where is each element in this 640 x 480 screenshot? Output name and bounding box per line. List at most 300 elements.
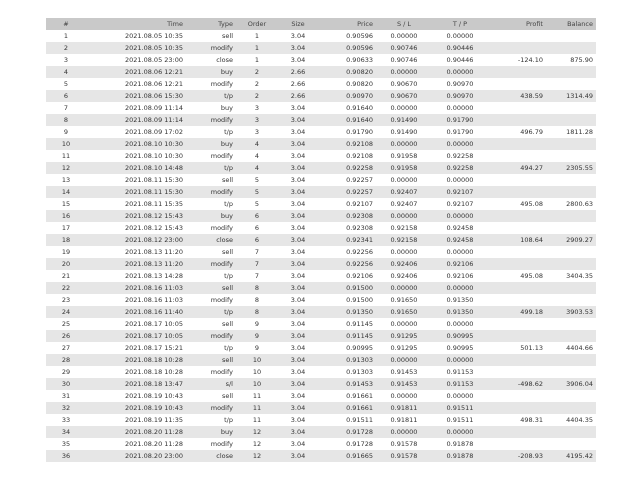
tp-cell: 0.91153 <box>446 380 474 388</box>
sl-cell: 0.00000 <box>390 392 418 400</box>
price-cell: 0.92308 <box>346 224 373 232</box>
sl-cell: 0.91958 <box>390 152 418 160</box>
balance-cell <box>546 210 596 222</box>
type-cell: buy <box>220 104 233 112</box>
time-cell: 2021.08.16 11:40 <box>124 308 183 316</box>
table-row[interactable] <box>46 318 596 330</box>
size-cell: 3.04 <box>290 116 306 124</box>
row-number: 18 <box>61 236 71 244</box>
tp-cell: 0.92106 <box>446 272 474 280</box>
table-row[interactable] <box>46 102 596 114</box>
table-row[interactable] <box>46 114 596 126</box>
sl-cell: 0.92158 <box>390 236 418 244</box>
type-cell: t/p <box>224 92 233 100</box>
time-cell: 2021.08.05 10:35 <box>124 32 183 40</box>
type-cell: modify <box>210 332 233 340</box>
size-cell: 3.04 <box>290 272 306 280</box>
row-number: 34 <box>61 428 71 436</box>
time-cell: 2021.08.13 14:28 <box>124 272 183 280</box>
type-cell: sell <box>222 356 233 364</box>
sl-cell: 0.00000 <box>390 68 418 76</box>
type-cell: modify <box>210 440 233 448</box>
tp-cell: 0.91511 <box>446 416 474 424</box>
size-cell: 3.04 <box>290 380 306 388</box>
profit-cell: 496.79 <box>520 128 543 136</box>
tp-cell: 0.90995 <box>446 332 474 340</box>
tp-cell: 0.92107 <box>446 188 474 196</box>
profit-cell <box>488 78 546 90</box>
balance-cell: 875.90 <box>570 56 593 64</box>
table-row[interactable] <box>46 54 596 66</box>
profit-cell <box>488 114 546 126</box>
tp-cell: 0.00000 <box>446 320 474 328</box>
sl-cell: 0.91811 <box>390 404 418 412</box>
balance-cell <box>546 330 596 342</box>
profit-cell <box>488 186 546 198</box>
size-cell: 3.04 <box>290 176 306 184</box>
order-cell: 12 <box>252 428 262 436</box>
size-cell: 3.04 <box>290 56 306 64</box>
price-cell: 0.91500 <box>346 284 373 292</box>
size-cell: 3.04 <box>290 296 306 304</box>
sl-cell: 0.91811 <box>390 416 418 424</box>
table-row[interactable] <box>46 150 596 162</box>
balance-cell <box>546 366 596 378</box>
type-cell: modify <box>210 188 233 196</box>
col-header-time[interactable]: Time <box>167 20 183 28</box>
time-cell: 2021.08.10 14:48 <box>124 164 183 172</box>
price-cell: 0.91661 <box>346 404 373 412</box>
sl-cell: 0.92406 <box>390 260 418 268</box>
balance-cell <box>546 66 596 78</box>
size-cell: 3.04 <box>290 212 306 220</box>
type-cell: sell <box>222 284 233 292</box>
table-row[interactable] <box>46 90 596 102</box>
balance-cell: 3906.04 <box>566 380 593 388</box>
table-row[interactable] <box>46 270 596 282</box>
price-cell: 0.90970 <box>346 92 373 100</box>
table-row[interactable] <box>46 246 596 258</box>
profit-cell <box>488 30 546 42</box>
table-row[interactable] <box>46 342 596 354</box>
balance-cell: 4404.66 <box>566 344 593 352</box>
table-row[interactable] <box>46 78 596 90</box>
col-header-number[interactable]: # <box>63 20 69 28</box>
time-cell: 2021.08.09 17:02 <box>124 128 183 136</box>
row-number: 30 <box>61 380 71 388</box>
sl-cell: 0.92407 <box>390 200 418 208</box>
tp-cell: 0.92107 <box>446 200 474 208</box>
time-cell: 2021.08.20 11:28 <box>124 428 183 436</box>
size-cell: 3.04 <box>290 248 306 256</box>
type-cell: t/p <box>224 200 233 208</box>
balance-cell: 4195.42 <box>566 452 593 460</box>
profit-cell <box>488 222 546 234</box>
tp-cell: 0.00000 <box>446 32 474 40</box>
table-row[interactable] <box>46 366 596 378</box>
time-cell: 2021.08.16 11:03 <box>124 284 183 292</box>
sl-cell: 0.92407 <box>390 188 418 196</box>
table-row[interactable] <box>46 354 596 366</box>
sl-cell: 0.90746 <box>390 56 418 64</box>
tp-cell: 0.00000 <box>446 212 474 220</box>
col-header-sl[interactable]: S / L <box>396 20 412 28</box>
type-cell: modify <box>210 116 233 124</box>
row-number: 27 <box>61 344 71 352</box>
table-row[interactable] <box>46 210 596 222</box>
tp-cell: 0.91878 <box>446 440 474 448</box>
order-cell: 12 <box>252 452 262 460</box>
table-row[interactable] <box>46 174 596 186</box>
type-cell: sell <box>222 248 233 256</box>
balance-cell <box>546 438 596 450</box>
table-row[interactable] <box>46 138 596 150</box>
tp-cell: 0.92458 <box>446 236 474 244</box>
table-row[interactable] <box>46 426 596 438</box>
sl-cell: 0.90746 <box>390 44 418 52</box>
table-row[interactable] <box>46 282 596 294</box>
size-cell: 3.04 <box>290 188 306 196</box>
profit-cell: 108.64 <box>520 236 543 244</box>
order-cell: 9 <box>254 344 260 352</box>
time-cell: 2021.08.20 23:00 <box>124 452 183 460</box>
row-number: 29 <box>61 368 71 376</box>
price-cell: 0.90820 <box>346 80 373 88</box>
price-cell: 0.92106 <box>346 272 373 280</box>
price-cell: 0.90596 <box>346 32 373 40</box>
sl-cell: 0.00000 <box>390 284 418 292</box>
profit-cell: -208.93 <box>517 452 543 460</box>
time-cell: 2021.08.17 10:05 <box>124 320 183 328</box>
order-cell: 1 <box>254 44 260 52</box>
table-body <box>46 30 596 462</box>
type-cell: modify <box>210 224 233 232</box>
size-cell: 3.04 <box>290 44 306 52</box>
tp-cell: 0.91790 <box>446 128 474 136</box>
row-number: 22 <box>61 284 71 292</box>
table-row[interactable] <box>46 126 596 138</box>
size-cell: 3.04 <box>290 404 306 412</box>
size-cell: 3.04 <box>290 152 306 160</box>
col-header-tp[interactable]: T / P <box>452 20 468 28</box>
order-cell: 3 <box>254 116 260 124</box>
table-row[interactable] <box>46 42 596 54</box>
balance-cell <box>546 246 596 258</box>
profit-cell: 499.18 <box>520 308 543 316</box>
profit-cell <box>488 150 546 162</box>
row-number: 6 <box>63 92 69 100</box>
profit-cell <box>488 138 546 150</box>
col-header-size[interactable]: Size <box>291 20 305 28</box>
sl-cell: 0.91650 <box>390 308 418 316</box>
price-cell: 0.92257 <box>346 176 373 184</box>
balance-cell: 2305.55 <box>566 164 593 172</box>
row-number: 32 <box>61 404 71 412</box>
type-cell: close <box>216 56 233 64</box>
tp-cell: 0.00000 <box>446 428 474 436</box>
sl-cell: 0.00000 <box>390 176 418 184</box>
tp-cell: 0.91790 <box>446 116 474 124</box>
profit-cell: -124.10 <box>517 56 543 64</box>
order-cell: 5 <box>254 176 260 184</box>
tp-cell: 0.00000 <box>446 356 474 364</box>
type-cell: close <box>216 236 233 244</box>
size-cell: 3.04 <box>290 104 306 112</box>
profit-cell <box>488 402 546 414</box>
sl-cell: 0.00000 <box>390 104 418 112</box>
order-cell: 10 <box>252 356 262 364</box>
profit-cell: -498.62 <box>517 380 543 388</box>
row-number: 16 <box>61 212 71 220</box>
type-cell: modify <box>210 296 233 304</box>
time-cell: 2021.08.17 15:21 <box>124 344 183 352</box>
order-cell: 6 <box>254 212 260 220</box>
balance-cell <box>546 426 596 438</box>
table-row[interactable] <box>46 258 596 270</box>
balance-cell <box>546 150 596 162</box>
order-cell: 3 <box>254 104 260 112</box>
sl-cell: 0.00000 <box>390 248 418 256</box>
row-number: 11 <box>61 152 71 160</box>
tp-cell: 0.00000 <box>446 248 474 256</box>
time-cell: 2021.08.13 11:20 <box>124 260 183 268</box>
table-row[interactable] <box>46 30 596 42</box>
tp-cell: 0.00000 <box>446 68 474 76</box>
col-header-order[interactable]: Order <box>247 20 267 28</box>
col-header-profit[interactable]: Profit <box>526 20 543 28</box>
profit-cell: 438.59 <box>520 92 543 100</box>
tp-cell: 0.92458 <box>446 224 474 232</box>
order-cell: 4 <box>254 152 260 160</box>
order-cell: 1 <box>254 56 260 64</box>
size-cell: 3.04 <box>290 428 306 436</box>
balance-cell <box>546 390 596 402</box>
balance-cell: 4404.35 <box>566 416 593 424</box>
balance-cell <box>546 282 596 294</box>
profit-cell <box>488 426 546 438</box>
size-cell: 3.04 <box>290 224 306 232</box>
price-cell: 0.90995 <box>346 344 373 352</box>
balance-cell <box>546 114 596 126</box>
price-cell: 0.91453 <box>346 380 373 388</box>
table-row[interactable] <box>46 330 596 342</box>
sl-cell: 0.00000 <box>390 140 418 148</box>
profit-cell: 495.08 <box>520 272 543 280</box>
row-number: 10 <box>61 140 71 148</box>
price-cell: 0.92308 <box>346 212 373 220</box>
size-cell: 2.66 <box>290 68 306 76</box>
size-cell: 3.04 <box>290 344 306 352</box>
table-row[interactable] <box>46 378 596 390</box>
table-row[interactable] <box>46 402 596 414</box>
price-cell: 0.91303 <box>346 368 373 376</box>
profit-cell <box>488 174 546 186</box>
type-cell: buy <box>220 212 233 220</box>
order-cell: 12 <box>252 440 262 448</box>
size-cell: 3.04 <box>290 284 306 292</box>
balance-cell <box>546 222 596 234</box>
size-cell: 3.04 <box>290 32 306 40</box>
type-cell: s/l <box>225 380 233 388</box>
balance-cell <box>546 294 596 306</box>
balance-cell <box>546 42 596 54</box>
type-cell: sell <box>222 176 233 184</box>
order-cell: 1 <box>254 32 260 40</box>
profit-cell: 495.08 <box>520 200 543 208</box>
price-cell: 0.91500 <box>346 296 373 304</box>
size-cell: 3.04 <box>290 356 306 364</box>
table-row[interactable] <box>46 66 596 78</box>
price-cell: 0.90596 <box>346 44 373 52</box>
balance-cell: 3404.35 <box>566 272 593 280</box>
type-cell: modify <box>210 260 233 268</box>
sl-cell: 0.91578 <box>390 452 418 460</box>
order-cell: 6 <box>254 236 260 244</box>
type-cell: modify <box>210 404 233 412</box>
table-row[interactable] <box>46 306 596 318</box>
order-cell: 2 <box>254 68 260 76</box>
time-cell: 2021.08.12 15:43 <box>124 212 183 220</box>
time-cell: 2021.08.10 10:30 <box>124 140 183 148</box>
col-header-balance[interactable]: Balance <box>567 20 593 28</box>
col-header-type[interactable]: Type <box>218 20 233 28</box>
price-cell: 0.92256 <box>346 260 373 268</box>
profit-cell <box>488 390 546 402</box>
size-cell: 3.04 <box>290 440 306 448</box>
time-cell: 2021.08.05 23:00 <box>124 56 183 64</box>
table-row[interactable] <box>46 186 596 198</box>
sl-cell: 0.91578 <box>390 440 418 448</box>
size-cell: 3.04 <box>290 140 306 148</box>
row-number: 24 <box>61 308 71 316</box>
row-number: 7 <box>63 104 69 112</box>
sl-cell: 0.90670 <box>390 92 418 100</box>
price-cell: 0.91303 <box>346 356 373 364</box>
row-number: 12 <box>61 164 71 172</box>
table-row[interactable] <box>46 414 596 426</box>
sl-cell: 0.92158 <box>390 224 418 232</box>
time-cell: 2021.08.13 11:20 <box>124 248 183 256</box>
tp-cell: 0.00000 <box>446 104 474 112</box>
size-cell: 3.04 <box>290 308 306 316</box>
order-cell: 7 <box>254 248 260 256</box>
row-number: 25 <box>61 320 71 328</box>
time-cell: 2021.08.06 15:30 <box>124 92 183 100</box>
sl-cell: 0.00000 <box>390 320 418 328</box>
order-cell: 7 <box>254 272 260 280</box>
price-cell: 0.91790 <box>346 128 373 136</box>
profit-cell <box>488 282 546 294</box>
type-cell: buy <box>220 428 233 436</box>
order-cell: 11 <box>252 392 262 400</box>
balance-cell <box>546 354 596 366</box>
sl-cell: 0.92406 <box>390 272 418 280</box>
size-cell: 2.66 <box>290 92 306 100</box>
trade-history-table <box>46 18 596 462</box>
table-row[interactable] <box>46 234 596 246</box>
table-row[interactable] <box>46 294 596 306</box>
time-cell: 2021.08.05 10:35 <box>124 44 183 52</box>
profit-cell <box>488 354 546 366</box>
col-header-price[interactable]: Price <box>357 20 373 28</box>
row-number: 2 <box>63 44 69 52</box>
order-cell: 10 <box>252 380 262 388</box>
sl-cell: 0.91650 <box>390 296 418 304</box>
sl-cell: 0.91295 <box>390 332 418 340</box>
type-cell: sell <box>222 392 233 400</box>
type-cell: sell <box>222 320 233 328</box>
table-row[interactable] <box>46 390 596 402</box>
balance-cell <box>546 186 596 198</box>
time-cell: 2021.08.09 11:14 <box>124 104 183 112</box>
row-number: 35 <box>61 440 71 448</box>
tp-cell: 0.91878 <box>446 452 474 460</box>
profit-cell <box>488 330 546 342</box>
balance-cell <box>546 78 596 90</box>
row-number: 33 <box>61 416 71 424</box>
order-cell: 4 <box>254 164 260 172</box>
price-cell: 0.91350 <box>346 308 373 316</box>
table-row[interactable] <box>46 450 596 462</box>
size-cell: 3.04 <box>290 164 306 172</box>
price-cell: 0.91640 <box>346 104 373 112</box>
price-cell: 0.92256 <box>346 248 373 256</box>
price-cell: 0.92108 <box>346 140 373 148</box>
order-cell: 11 <box>252 416 262 424</box>
profit-cell: 498.31 <box>520 416 543 424</box>
sl-cell: 0.91453 <box>390 368 418 376</box>
type-cell: t/p <box>224 128 233 136</box>
size-cell: 3.04 <box>290 200 306 208</box>
price-cell: 0.92257 <box>346 188 373 196</box>
table-row[interactable] <box>46 438 596 450</box>
profit-cell <box>488 258 546 270</box>
time-cell: 2021.08.17 10:05 <box>124 332 183 340</box>
sl-cell: 0.00000 <box>390 32 418 40</box>
price-cell: 0.92107 <box>346 200 373 208</box>
sl-cell: 0.00000 <box>390 428 418 436</box>
time-cell: 2021.08.16 11:03 <box>124 296 183 304</box>
table-row[interactable] <box>46 198 596 210</box>
sl-cell: 0.00000 <box>390 356 418 364</box>
price-cell: 0.92341 <box>346 236 373 244</box>
order-cell: 8 <box>254 308 260 316</box>
time-cell: 2021.08.12 15:43 <box>124 224 183 232</box>
time-cell: 2021.08.11 15:30 <box>124 176 183 184</box>
time-cell: 2021.08.09 11:14 <box>124 116 183 124</box>
tp-cell: 0.90970 <box>446 80 474 88</box>
table-row[interactable] <box>46 222 596 234</box>
size-cell: 3.04 <box>290 236 306 244</box>
order-cell: 5 <box>254 200 260 208</box>
balance-cell <box>546 402 596 414</box>
price-cell: 0.90633 <box>346 56 373 64</box>
size-cell: 3.04 <box>290 392 306 400</box>
balance-cell: 2909.27 <box>566 236 593 244</box>
time-cell: 2021.08.18 10:28 <box>124 368 183 376</box>
order-cell: 11 <box>252 404 262 412</box>
table-row[interactable] <box>46 162 596 174</box>
type-cell: modify <box>210 80 233 88</box>
tp-cell: 0.92258 <box>446 164 474 172</box>
type-cell: buy <box>220 68 233 76</box>
size-cell: 2.66 <box>290 80 306 88</box>
profit-cell <box>488 42 546 54</box>
order-cell: 7 <box>254 260 260 268</box>
order-cell: 8 <box>254 284 260 292</box>
sl-cell: 0.91490 <box>390 128 418 136</box>
time-cell: 2021.08.18 13:47 <box>124 380 183 388</box>
